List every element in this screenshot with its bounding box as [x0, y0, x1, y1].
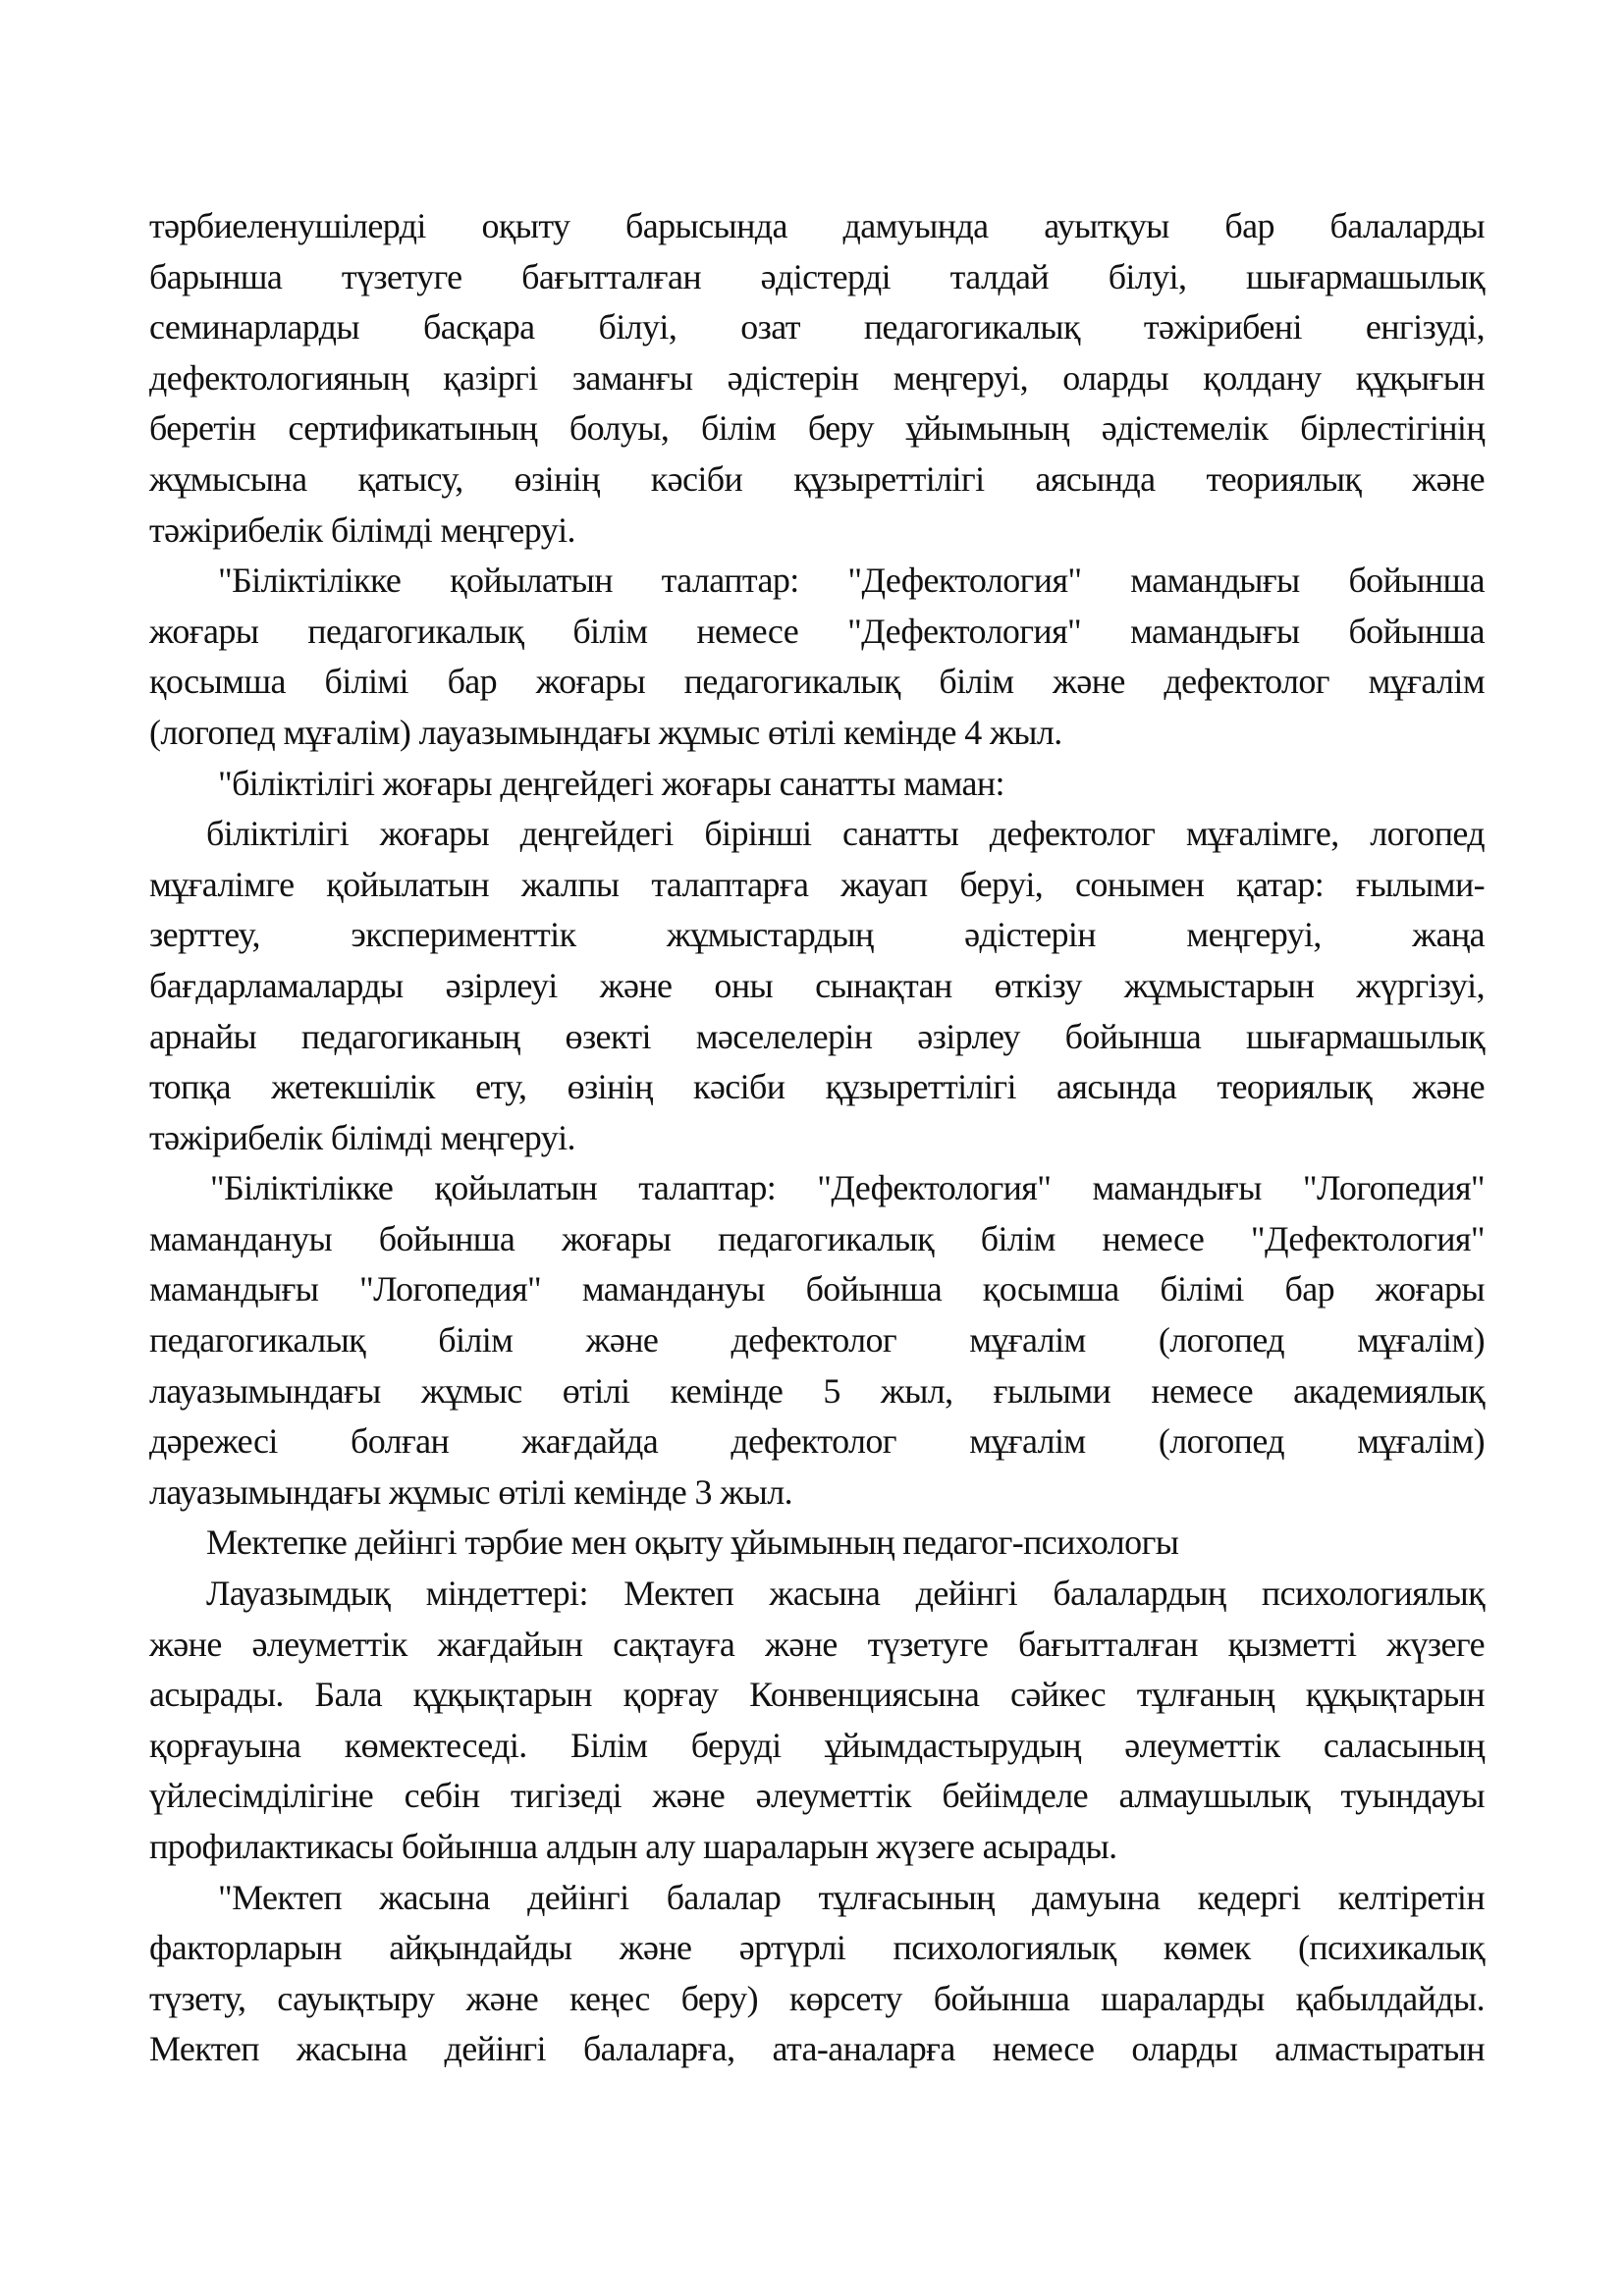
text-line: бағдарламаларды әзірлеуі және оны сынақтан өткізу жұмыстарын жүргізуі,: [149, 965, 1485, 1005]
text-line: жұмысына қатысу, өзінің кәсіби құзыреттілігі аясында теориялық және: [149, 458, 1485, 499]
text-line: тәрбиеленушілерді оқыту барысында дамуында ауытқуы бар балаларды: [149, 206, 1485, 245]
text-line: семинарларды басқара білуі, озат педагогикалық тәжірибені енгізуді,: [149, 307, 1485, 347]
paragraph: [149, 556, 1485, 758]
text-line: қорғауына көмектеседі. Білім берудi ұйымдастырудың әлеуметтік саласының: [149, 1725, 1485, 1765]
text-line: арнайы педагогиканың өзекті мәселелерін әзірлеу бойынша шығармашылық: [149, 1016, 1485, 1056]
text-line: үйлесімділігіне себін тигізеді және әлеуметтік бейімделе алмаушылық туындауы: [149, 1776, 1485, 1816]
text-line: "біліктілігі жоғары деңгейдегі жоғары санатты маман:: [218, 763, 1004, 803]
text-line: жоғары педагогикалық білім немесе "Дефектология" мамандығы бойынша: [149, 611, 1485, 651]
text-line: лауазымындағы жұмыс өтілі кемінде 5 жыл, ғылыми немесе академиялық: [149, 1370, 1485, 1411]
paragraph: [149, 201, 1485, 556]
paragraph: [149, 1873, 1485, 2075]
text-line: барынша түзетуге бағытталған әдістерді талдай білуі, шығармашылық: [149, 256, 1485, 296]
text-line: (логопед мұғалім) лауазымындағы жұмыс өтілі кемінде 4 жыл.: [149, 712, 1062, 752]
text-line: Мектепке дейінгі тәрбие мен оқыту ұйымының педагог-психологы: [206, 1522, 1179, 1563]
text-line: тәжірибелік білімді меңгеруі.: [149, 1117, 575, 1157]
text-line: педагогикалық білім және дефектолог мұғалім (логопед мұғалім): [149, 1320, 1485, 1361]
text-line: асырады. Бала құқықтарын қорғау Конвенциясына сәйкес тұлғаның құқықтарын: [149, 1675, 1485, 1715]
text-line: және әлеуметтік жағдайын сақтауға және түзетуге бағытталған қызметті жүзеге: [149, 1624, 1485, 1664]
text-line: түзету, сауықтыру және кеңес беру) көрсету бойынша шараларды қабылдайды.: [149, 1978, 1485, 2018]
paragraph: [149, 809, 1485, 1163]
text-line: дефектологияның қазіргі заманғы әдістерін меңгеруі, оларды қолдану құқығын: [149, 357, 1485, 398]
text-line: лауазымындағы жұмыс өтілі кемінде 3 жыл.: [149, 1471, 792, 1512]
text-line: факторларын айқындайды және әртүрлі психологиялық көмек (психикалық: [149, 1928, 1485, 1968]
text-line: қосымша білімі бар жоғары педагогикалық білім және дефектолог мұғалім: [149, 662, 1485, 702]
document-page: [149, 201, 1485, 2075]
text-line: мамандануы бойынша жоғары педагогикалық білім немесе "Дефектология": [149, 1218, 1485, 1258]
text-line: зерттеу, эксперименттік жұмыстардың әдістерін меңгеруі, жаңа: [149, 915, 1485, 955]
text-line: "Біліктілікке қойылатын талаптар: "Дефектология" мамандығы "Логопедия": [210, 1168, 1485, 1208]
text-line: Мектеп жасына дейінгі балаларға, ата-аналарға немесе оларды алмастыратын: [149, 2029, 1485, 2069]
paragraph: [149, 1163, 1485, 1518]
text-line: мамандығы "Логопедия" мамандануы бойынша қосымша білімі бар жоғары: [149, 1269, 1485, 1309]
text-line: "Мектеп жасына дейінгі балалар тұлғасының дамуына кедергі келтіретін: [218, 1877, 1485, 1917]
text-line: "Біліктілікке қойылатын талаптар: "Дефектология" мамандығы бойынша: [218, 561, 1485, 601]
text-line: беретін сертификатының болуы, білім беру ұйымының әдістемелік бірлестігінің: [149, 408, 1485, 449]
text-line: топқа жетекшілік ету, өзінің кәсіби құзыреттілігі аясында теориялық және: [149, 1067, 1485, 1107]
text-line: дәрежесі болған жағдайда дефектолог мұғалім (логопед мұғалім): [149, 1421, 1485, 1462]
paragraph: [149, 759, 1485, 810]
paragraph: [149, 1518, 1485, 1569]
text-line: Лауазымдық міндеттері: Мектеп жасына дейінгі балалардың психологиялық: [206, 1574, 1485, 1614]
text-line: мұғалімге қойылатын жалпы талаптарға жауап беруі, сонымен қатар: ғылыми-: [149, 864, 1485, 904]
paragraph: [149, 1569, 1485, 1873]
text-line: профилактикасы бойынша алдын алу шараларын жүзеге асырады.: [149, 1827, 1117, 1866]
text-line: біліктілігі жоғары деңгейдегі бірінші санатты дефектолог мұғалімге, логопед: [206, 814, 1485, 854]
text-line: тәжірибелік білімді меңгеруі.: [149, 509, 575, 550]
